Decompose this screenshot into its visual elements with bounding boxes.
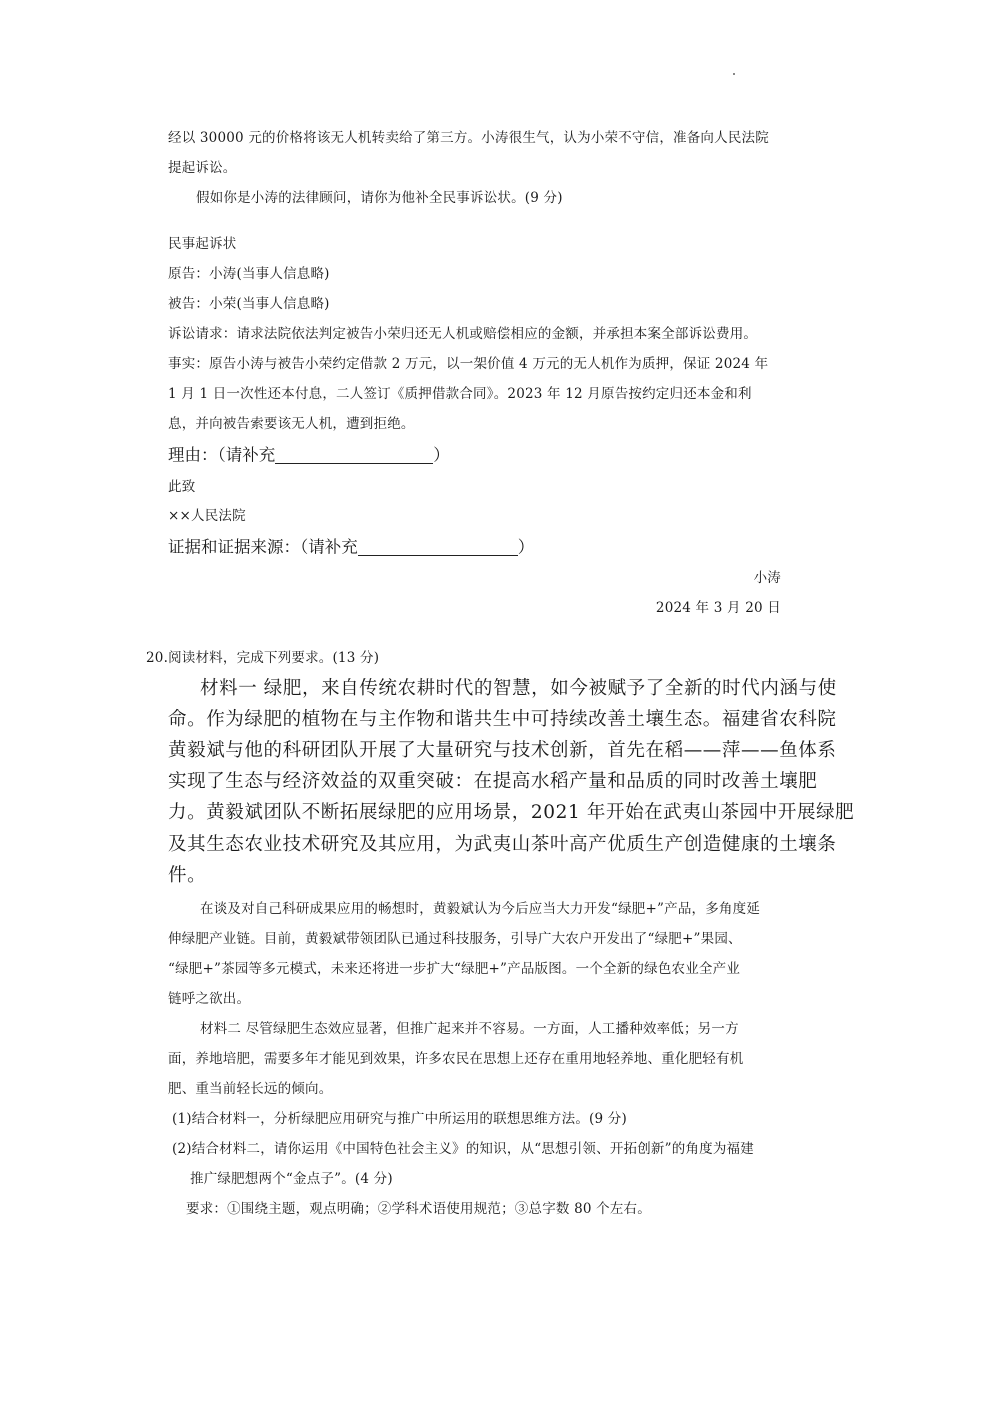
reason-blank[interactable] [275, 447, 433, 464]
complaint-closing: 此致 [168, 479, 196, 495]
reason-row [168, 447, 450, 464]
reason-close: ） [433, 445, 450, 465]
complaint-claim: 诉讼请求：请求法院依法判定被告小荣归还无人机或赔偿相应的金额，并承担本案全部诉讼费用。 [168, 326, 758, 342]
complaint-plaintiff: 原告：小涛(当事人信息略) [168, 266, 330, 282]
material1-line-6: 及其生态农业技术研究及其应用，为武夷山茶叶高产优质生产创造健康的土壤条 [168, 834, 837, 855]
material1-line-4: 实现了生态与经济效益的双重突破：在提高水稻产量和品质的同时改善土壤肥 [168, 771, 818, 792]
answer-requirement: 要求：①围绕主题，观点明确；②学科术语使用规范；③总字数 80 个左右。 [186, 1201, 651, 1217]
material1-cont-line-4: 链呼之欲出。 [168, 991, 251, 1007]
material1-line-5: 力。黄毅斌团队不断拓展绿肥的应用场景，2021 年开始在武夷山茶园中开展绿肥 [168, 802, 855, 823]
complaint-date: 2024 年 3 月 20 日 [655, 600, 781, 616]
evidence-blank[interactable] [358, 539, 518, 556]
complaint-facts-line-1: 事实：原告小涛与被告小荣约定借款 2 万元，以一架价值 4 万元的无人机作为质押，保证 2024 年 [168, 356, 769, 372]
sub-question-2-line-1: (2)结合材料二，请你运用《中国特色社会主义》的知识，从“思想引领、开拓创新”的角度为福建 [172, 1141, 754, 1157]
sub-question-1: (1)结合材料一，分析绿肥应用研究与推广中所运用的联想思维方法。(9 分) [172, 1111, 627, 1127]
question-20-header: 20.阅读材料，完成下列要求。(13 分) [146, 650, 380, 666]
complaint-court: ××人民法院 [168, 508, 246, 524]
complaint-signer: 小涛 [753, 570, 781, 586]
material1-cont-line-1: 在谈及对自己科研成果应用的畅想时，黄毅斌认为今后应当大力开发“绿肥+”产品，多角度延 [200, 901, 761, 917]
material2-line-3: 肥、重当前轻长远的倾向。 [168, 1081, 333, 1097]
reason-label: 理由：（请补充 [168, 445, 276, 465]
complaint-facts-line-3: 息，并向被告索要该无人机，遭到拒绝。 [168, 416, 415, 432]
material1-line-7: 件。 [168, 865, 207, 886]
evidence-row [168, 539, 534, 556]
task-prompt: 假如你是小涛的法律顾问，请你为他补全民事诉讼状。(9 分) [196, 190, 563, 206]
material1-cont-line-3: “绿肥+”茶园等多元模式，未来还将进一步扩大“绿肥+”产品版图。一个全新的绿色农业全产业 [168, 961, 741, 977]
complaint-defendant: 被告：小荣(当事人信息略) [168, 296, 330, 312]
evidence-label: 证据和证据来源：（请补充 [168, 537, 358, 557]
material1-line-1: 材料一 绿肥，来自传统农耕时代的智慧，如今被赋予了全新的时代内涵与使 [200, 678, 837, 699]
sub-question-2-line-2: 推广绿肥想两个“金点子”。(4 分) [190, 1171, 393, 1187]
material2-line-1: 材料二 尽管绿肥生态效应显著，但推广起来并不容易。一方面，人工播种效率低；另一方 [200, 1021, 739, 1037]
material2-line-2: 面，养地培肥，需要多年才能见到效果，许多农民在思想上还存在重用地轻养地、重化肥轻有机 [168, 1051, 744, 1067]
complaint-title: 民事起诉状 [168, 236, 237, 252]
material1-cont-line-2: 伸绿肥产业链。目前，黄毅斌带领团队已通过科技服务，引导广大农户开发出了“绿肥+”果园、 [168, 931, 742, 947]
stray-dot [733, 73, 735, 75]
evidence-close: ） [517, 537, 535, 557]
top-paragraph-line-2: 提起诉讼。 [168, 160, 237, 176]
top-paragraph-line-1: 经以 30000 元的价格将该无人机转卖给了第三方。小涛很生气，认为小荣不守信，准备向人民法院 [168, 130, 769, 146]
material1-line-2: 命。作为绿肥的植物在与主作物和谐共生中可持续改善土壤生态。福建省农科院 [168, 709, 837, 730]
material1-line-3: 黄毅斌与他的科研团队开展了大量研究与技术创新，首先在稻——萍——鱼体系 [168, 740, 837, 761]
complaint-facts-line-2: 1 月 1 日一次性还本付息，二人签订《质押借款合同》。2023 年 12 月原告按约定归还本金和利 [168, 386, 752, 402]
